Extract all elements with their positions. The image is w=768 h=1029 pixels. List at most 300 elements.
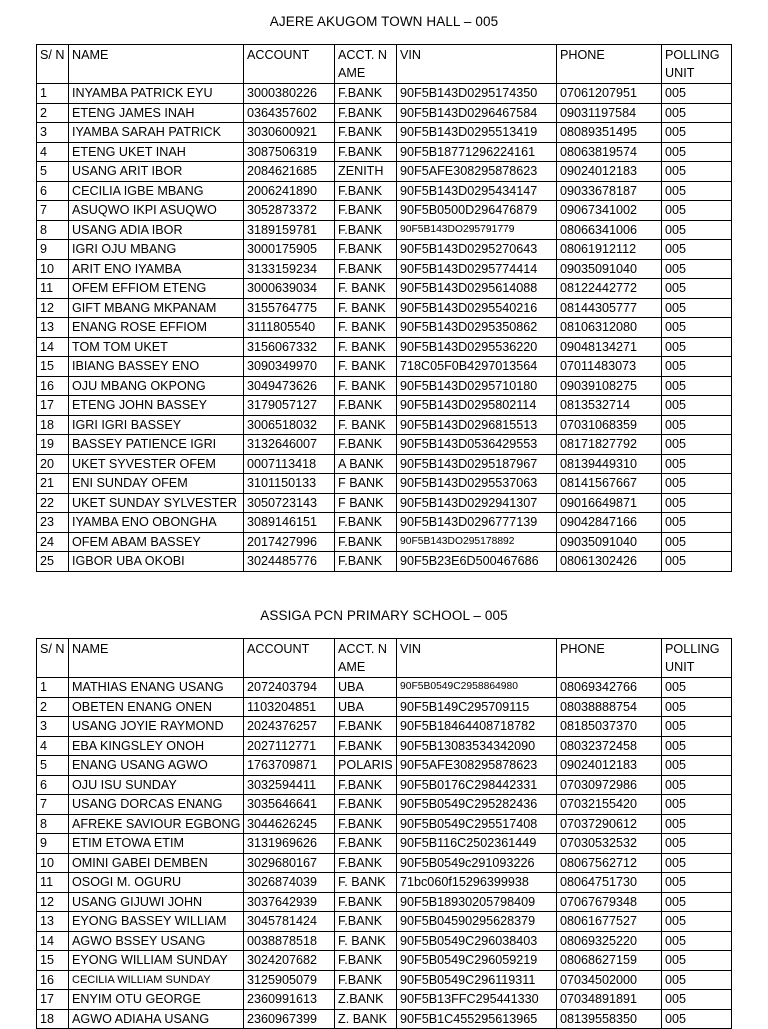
cell-phone: 08067562712 bbox=[557, 853, 662, 873]
cell-name: USANG JOYIE RAYMOND bbox=[69, 717, 244, 737]
cell-sn: 22 bbox=[37, 493, 69, 513]
header-acct-name: ACCT. NAME bbox=[335, 45, 397, 84]
table-row bbox=[37, 873, 732, 893]
cell-phone: 09048134271 bbox=[557, 337, 662, 357]
cell-vin: 90F5B143D0536429553 bbox=[397, 435, 557, 455]
cell-acct-name: F.BANK bbox=[335, 775, 397, 795]
cell-polling-unit: 005 bbox=[662, 970, 732, 990]
cell-sn: 17 bbox=[37, 396, 69, 416]
table-row bbox=[37, 162, 732, 182]
cell-polling-unit: 005 bbox=[662, 756, 732, 776]
cell-acct-name: A BANK bbox=[335, 454, 397, 474]
cell-account: 3111805540 bbox=[244, 318, 335, 338]
cell-sn: 24 bbox=[37, 532, 69, 552]
cell-acct-name: F. BANK bbox=[335, 357, 397, 377]
header-polling-unit: POLLING UNIT bbox=[662, 45, 732, 84]
cell-sn: 7 bbox=[37, 201, 69, 221]
cell-vin: 90F5B143D0295614088 bbox=[397, 279, 557, 299]
table-row bbox=[37, 892, 732, 912]
header-account: ACCOUNT bbox=[244, 639, 335, 678]
cell-acct-name: F BANK bbox=[335, 474, 397, 494]
cell-account: 2027112771 bbox=[244, 736, 335, 756]
table-row bbox=[37, 532, 732, 552]
cell-sn: 14 bbox=[37, 931, 69, 951]
cell-vin: 90F5B143D0295536220 bbox=[397, 337, 557, 357]
cell-acct-name: Z. BANK bbox=[335, 1009, 397, 1029]
cell-sn: 13 bbox=[37, 318, 69, 338]
cell-name: UKET SYVESTER OFEM bbox=[69, 454, 244, 474]
cell-account: 3030600921 bbox=[244, 123, 335, 143]
cell-sn: 1 bbox=[37, 678, 69, 698]
table-row bbox=[37, 1009, 732, 1029]
header-sn: S/ N bbox=[37, 639, 69, 678]
cell-vin: 90F5B18771296224161 bbox=[397, 142, 557, 162]
cell-vin: 90F5B0176C298442331 bbox=[397, 775, 557, 795]
cell-acct-name: F.BANK bbox=[335, 240, 397, 260]
cell-polling-unit: 005 bbox=[662, 259, 732, 279]
cell-name: GIFT MBANG MKPANAM bbox=[69, 298, 244, 318]
cell-phone: 07034891891 bbox=[557, 990, 662, 1010]
header-polling-unit: POLLING UNIT bbox=[662, 639, 732, 678]
cell-phone: 08069325220 bbox=[557, 931, 662, 951]
cell-polling-unit: 005 bbox=[662, 454, 732, 474]
cell-account: 3089146151 bbox=[244, 513, 335, 533]
cell-polling-unit: 005 bbox=[662, 142, 732, 162]
cell-polling-unit: 005 bbox=[662, 337, 732, 357]
cell-name: OFEM ABAM BASSEY bbox=[69, 532, 244, 552]
cell-account: 3052873372 bbox=[244, 201, 335, 221]
table-row bbox=[37, 853, 732, 873]
cell-phone: 08061912112 bbox=[557, 240, 662, 260]
cell-phone: 08171827792 bbox=[557, 435, 662, 455]
cell-name: IGBOR UBA OKOBI bbox=[69, 552, 244, 572]
cell-phone: 07031068359 bbox=[557, 415, 662, 435]
cell-polling-unit: 005 bbox=[662, 853, 732, 873]
cell-account: 3156067332 bbox=[244, 337, 335, 357]
cell-polling-unit: 005 bbox=[662, 795, 732, 815]
cell-name: IYAMBA SARAH PATRICK bbox=[69, 123, 244, 143]
cell-polling-unit: 005 bbox=[662, 717, 732, 737]
table-row bbox=[37, 201, 732, 221]
cell-account: 3131969626 bbox=[244, 834, 335, 854]
cell-name: CECILIA WILLIAM SUNDAY bbox=[69, 970, 244, 990]
table-row bbox=[37, 474, 732, 494]
cell-account: 3179057127 bbox=[244, 396, 335, 416]
cell-polling-unit: 005 bbox=[662, 678, 732, 698]
cell-name: EYONG BASSEY WILLIAM bbox=[69, 912, 244, 932]
cell-account: 3155764775 bbox=[244, 298, 335, 318]
table-row bbox=[37, 775, 732, 795]
cell-acct-name: F. BANK bbox=[335, 298, 397, 318]
cell-account: 3026874039 bbox=[244, 873, 335, 893]
cell-sn: 5 bbox=[37, 162, 69, 182]
cell-vin: 90F5B0549C295282436 bbox=[397, 795, 557, 815]
table-row bbox=[37, 717, 732, 737]
cell-account: 2006241890 bbox=[244, 181, 335, 201]
table-row bbox=[37, 970, 732, 990]
cell-acct-name: F.BANK bbox=[335, 142, 397, 162]
table-row bbox=[37, 552, 732, 572]
cell-account: 3133159234 bbox=[244, 259, 335, 279]
cell-name: TOM TOM UKET bbox=[69, 337, 244, 357]
table-row bbox=[37, 990, 732, 1010]
cell-vin: 90F5B0549C296059219 bbox=[397, 951, 557, 971]
cell-name: ENANG ROSE EFFIOM bbox=[69, 318, 244, 338]
cell-sn: 4 bbox=[37, 142, 69, 162]
cell-acct-name: F.BANK bbox=[335, 220, 397, 240]
cell-name: OJU ISU SUNDAY bbox=[69, 775, 244, 795]
cell-sn: 2 bbox=[37, 103, 69, 123]
cell-name: OJU MBANG OKPONG bbox=[69, 376, 244, 396]
cell-phone: 08089351495 bbox=[557, 123, 662, 143]
cell-name: ASUQWO IKPI ASUQWO bbox=[69, 201, 244, 221]
cell-vin: 90F5B0500D296476879 bbox=[397, 201, 557, 221]
table-row bbox=[37, 181, 732, 201]
cell-sn: 16 bbox=[37, 376, 69, 396]
cell-phone: 07030972986 bbox=[557, 775, 662, 795]
cell-phone: 08069342766 bbox=[557, 678, 662, 698]
table-row bbox=[37, 84, 732, 104]
cell-acct-name: F.BANK bbox=[335, 853, 397, 873]
section-title-town-hall: AJERE AKUGOM TOWN HALL – 005 bbox=[269, 14, 499, 29]
cell-sn: 20 bbox=[37, 454, 69, 474]
table-row bbox=[37, 337, 732, 357]
cell-phone: 07011483073 bbox=[557, 357, 662, 377]
cell-polling-unit: 005 bbox=[662, 493, 732, 513]
cell-name: ARIT ENO IYAMBA bbox=[69, 259, 244, 279]
cell-sn: 25 bbox=[37, 552, 69, 572]
cell-polling-unit: 005 bbox=[662, 240, 732, 260]
cell-vin: 718C05F0B4297013564 bbox=[397, 357, 557, 377]
cell-polling-unit: 005 bbox=[662, 951, 732, 971]
cell-sn: 14 bbox=[37, 337, 69, 357]
cell-vin: 90F5B143D0296777139 bbox=[397, 513, 557, 533]
cell-name: USANG GIJUWI JOHN bbox=[69, 892, 244, 912]
cell-vin: 90F5B1C455295613965 bbox=[397, 1009, 557, 1029]
table-row bbox=[37, 259, 732, 279]
cell-sn: 1 bbox=[37, 84, 69, 104]
cell-sn: 21 bbox=[37, 474, 69, 494]
header-name: NAME bbox=[69, 45, 244, 84]
cell-phone: 09067341002 bbox=[557, 201, 662, 221]
cell-vin: 90F5B143D0295774414 bbox=[397, 259, 557, 279]
cell-acct-name: UBA bbox=[335, 678, 397, 698]
cell-vin: 90F5B149C295709115 bbox=[397, 697, 557, 717]
cell-sn: 19 bbox=[37, 435, 69, 455]
cell-vin: 90F5B143D0292941307 bbox=[397, 493, 557, 513]
cell-vin: 90F5B143DO295791779 bbox=[397, 220, 557, 240]
cell-acct-name: UBA bbox=[335, 697, 397, 717]
cell-account: 0007113418 bbox=[244, 454, 335, 474]
table-row bbox=[37, 697, 732, 717]
header-phone: PHONE bbox=[557, 639, 662, 678]
table-header-row bbox=[37, 639, 732, 678]
cell-phone: 07061207951 bbox=[557, 84, 662, 104]
cell-polling-unit: 005 bbox=[662, 532, 732, 552]
cell-vin: 90F5AFE308295878623 bbox=[397, 756, 557, 776]
cell-name: UKET SUNDAY SYLVESTER bbox=[69, 493, 244, 513]
table-row bbox=[37, 931, 732, 951]
cell-vin: 90F5B04590295628379 bbox=[397, 912, 557, 932]
cell-name: ENI SUNDAY OFEM bbox=[69, 474, 244, 494]
cell-sn: 4 bbox=[37, 736, 69, 756]
cell-acct-name: F.BANK bbox=[335, 892, 397, 912]
cell-acct-name: F. BANK bbox=[335, 931, 397, 951]
cell-acct-name: F.BANK bbox=[335, 201, 397, 221]
cell-name: AGWO BSSEY USANG bbox=[69, 931, 244, 951]
cell-acct-name: POLARIS bbox=[335, 756, 397, 776]
cell-vin: 90F5B143D0295350862 bbox=[397, 318, 557, 338]
cell-vin: 90F5B18464408718782 bbox=[397, 717, 557, 737]
cell-acct-name: F.BANK bbox=[335, 912, 397, 932]
cell-phone: 07067679348 bbox=[557, 892, 662, 912]
table-row bbox=[37, 318, 732, 338]
cell-account: 3050723143 bbox=[244, 493, 335, 513]
cell-name: ENANG USANG AGWO bbox=[69, 756, 244, 776]
cell-acct-name: F.BANK bbox=[335, 84, 397, 104]
cell-name: ENYIM OTU GEORGE bbox=[69, 990, 244, 1010]
cell-name: EBA KINGSLEY ONOH bbox=[69, 736, 244, 756]
cell-polling-unit: 005 bbox=[662, 357, 732, 377]
cell-phone: 08106312080 bbox=[557, 318, 662, 338]
cell-vin: 71bc060f15296399938 bbox=[397, 873, 557, 893]
cell-vin: 90F5B143D0295187967 bbox=[397, 454, 557, 474]
cell-phone: 08066341006 bbox=[557, 220, 662, 240]
header-vin: VIN bbox=[397, 639, 557, 678]
cell-name: OMINI GABEI DEMBEN bbox=[69, 853, 244, 873]
table-row bbox=[37, 513, 732, 533]
cell-account: 0364357602 bbox=[244, 103, 335, 123]
cell-vin: 90F5B0549C296119311 bbox=[397, 970, 557, 990]
cell-account: 3037642939 bbox=[244, 892, 335, 912]
cell-name: AGWO ADIAHA USANG bbox=[69, 1009, 244, 1029]
cell-name: OSOGI M. OGURU bbox=[69, 873, 244, 893]
cell-name: USANG ARIT IBOR bbox=[69, 162, 244, 182]
cell-phone: 08061677527 bbox=[557, 912, 662, 932]
cell-sn: 10 bbox=[37, 853, 69, 873]
cell-account: 3045781424 bbox=[244, 912, 335, 932]
cell-phone: 09033678187 bbox=[557, 181, 662, 201]
cell-account: 2072403794 bbox=[244, 678, 335, 698]
cell-polling-unit: 005 bbox=[662, 298, 732, 318]
cell-acct-name: F. BANK bbox=[335, 318, 397, 338]
cell-account: 3000175905 bbox=[244, 240, 335, 260]
cell-account: 2024376257 bbox=[244, 717, 335, 737]
cell-sn: 12 bbox=[37, 892, 69, 912]
cell-account: 3044626245 bbox=[244, 814, 335, 834]
cell-acct-name: F.BANK bbox=[335, 970, 397, 990]
cell-vin: 90F5B143D0295434147 bbox=[397, 181, 557, 201]
voter-table-town-hall bbox=[36, 44, 732, 572]
table-row bbox=[37, 454, 732, 474]
cell-vin: 90F5B143D0295174350 bbox=[397, 84, 557, 104]
cell-phone: 08032372458 bbox=[557, 736, 662, 756]
cell-polling-unit: 005 bbox=[662, 513, 732, 533]
cell-acct-name: F.BANK bbox=[335, 259, 397, 279]
cell-name: OBETEN ENANG ONEN bbox=[69, 697, 244, 717]
cell-polling-unit: 005 bbox=[662, 103, 732, 123]
cell-polling-unit: 005 bbox=[662, 931, 732, 951]
header-name: NAME bbox=[69, 639, 244, 678]
cell-account: 3000639034 bbox=[244, 279, 335, 299]
cell-account: 3049473626 bbox=[244, 376, 335, 396]
header-account: ACCOUNT bbox=[244, 45, 335, 84]
table-row bbox=[37, 493, 732, 513]
cell-phone: 08063819574 bbox=[557, 142, 662, 162]
cell-account: 3006518032 bbox=[244, 415, 335, 435]
cell-acct-name: ZENITH bbox=[335, 162, 397, 182]
cell-acct-name: F.BANK bbox=[335, 834, 397, 854]
cell-polling-unit: 005 bbox=[662, 162, 732, 182]
cell-sn: 11 bbox=[37, 873, 69, 893]
section-title-primary-school: ASSIGA PCN PRIMARY SCHOOL – 005 bbox=[260, 608, 508, 623]
cell-account: 2360991613 bbox=[244, 990, 335, 1010]
cell-phone: 07034502000 bbox=[557, 970, 662, 990]
table-row bbox=[37, 220, 732, 240]
cell-name: ETENG JAMES INAH bbox=[69, 103, 244, 123]
cell-name: INYAMBA PATRICK EYU bbox=[69, 84, 244, 104]
cell-name: ETENG UKET INAH bbox=[69, 142, 244, 162]
cell-vin: 90F5B143D0295540216 bbox=[397, 298, 557, 318]
cell-vin: 90F5B116C2502361449 bbox=[397, 834, 557, 854]
cell-acct-name: F.BANK bbox=[335, 814, 397, 834]
cell-polling-unit: 005 bbox=[662, 201, 732, 221]
voter-table-primary-school bbox=[36, 638, 732, 1029]
cell-vin: 90F5B0549C295517408 bbox=[397, 814, 557, 834]
cell-vin: 90F5B143D0296815513 bbox=[397, 415, 557, 435]
cell-polling-unit: 005 bbox=[662, 775, 732, 795]
cell-vin: 90F5B13083534342090 bbox=[397, 736, 557, 756]
table-header-row bbox=[37, 45, 732, 84]
cell-sn: 6 bbox=[37, 775, 69, 795]
cell-polling-unit: 005 bbox=[662, 697, 732, 717]
table-row bbox=[37, 912, 732, 932]
table-row bbox=[37, 415, 732, 435]
cell-phone: 08185037370 bbox=[557, 717, 662, 737]
cell-vin: 90F5B143D0295802114 bbox=[397, 396, 557, 416]
cell-account: 1103204851 bbox=[244, 697, 335, 717]
cell-vin: 90F5B0549C296038403 bbox=[397, 931, 557, 951]
cell-acct-name: F.BANK bbox=[335, 396, 397, 416]
cell-account: 3024207682 bbox=[244, 951, 335, 971]
cell-sn: 18 bbox=[37, 1009, 69, 1029]
cell-name: ETIM ETOWA ETIM bbox=[69, 834, 244, 854]
cell-acct-name: F.BANK bbox=[335, 532, 397, 552]
cell-phone: 09016649871 bbox=[557, 493, 662, 513]
cell-account: 2084621685 bbox=[244, 162, 335, 182]
table-row bbox=[37, 298, 732, 318]
table-row bbox=[37, 357, 732, 377]
cell-phone: 08144305777 bbox=[557, 298, 662, 318]
cell-vin: 90F5B143DO295178892 bbox=[397, 532, 557, 552]
cell-polling-unit: 005 bbox=[662, 181, 732, 201]
cell-vin: 90F5B13FFC295441330 bbox=[397, 990, 557, 1010]
cell-sn: 9 bbox=[37, 240, 69, 260]
cell-account: 3125905079 bbox=[244, 970, 335, 990]
cell-vin: 90F5B143D0295513419 bbox=[397, 123, 557, 143]
cell-account: 0038878518 bbox=[244, 931, 335, 951]
cell-polling-unit: 005 bbox=[662, 123, 732, 143]
cell-name: IYAMBA ENO OBONGHA bbox=[69, 513, 244, 533]
cell-polling-unit: 005 bbox=[662, 396, 732, 416]
cell-sn: 3 bbox=[37, 123, 69, 143]
table-row bbox=[37, 396, 732, 416]
cell-account: 1763709871 bbox=[244, 756, 335, 776]
cell-phone: 09024012183 bbox=[557, 756, 662, 776]
cell-name: IBIANG BASSEY ENO bbox=[69, 357, 244, 377]
cell-phone: 09035091040 bbox=[557, 532, 662, 552]
cell-vin: 90F5B143D0296467584 bbox=[397, 103, 557, 123]
cell-phone: 08068627159 bbox=[557, 951, 662, 971]
cell-polling-unit: 005 bbox=[662, 912, 732, 932]
cell-sn: 13 bbox=[37, 912, 69, 932]
cell-account: 3189159781 bbox=[244, 220, 335, 240]
cell-sn: 10 bbox=[37, 259, 69, 279]
cell-acct-name: F.BANK bbox=[335, 123, 397, 143]
cell-phone: 09039108275 bbox=[557, 376, 662, 396]
cell-acct-name: F BANK bbox=[335, 493, 397, 513]
cell-polling-unit: 005 bbox=[662, 474, 732, 494]
cell-account: 3101150133 bbox=[244, 474, 335, 494]
cell-sn: 11 bbox=[37, 279, 69, 299]
cell-sn: 17 bbox=[37, 990, 69, 1010]
cell-phone: 0813532714 bbox=[557, 396, 662, 416]
cell-vin: 90F5B143D0295710180 bbox=[397, 376, 557, 396]
cell-acct-name: F.BANK bbox=[335, 951, 397, 971]
cell-name: IGRI IGRI BASSEY bbox=[69, 415, 244, 435]
cell-phone: 08139558350 bbox=[557, 1009, 662, 1029]
cell-acct-name: F. BANK bbox=[335, 873, 397, 893]
cell-account: 2017427996 bbox=[244, 532, 335, 552]
cell-phone: 08064751730 bbox=[557, 873, 662, 893]
cell-acct-name: F.BANK bbox=[335, 552, 397, 572]
cell-acct-name: F.BANK bbox=[335, 103, 397, 123]
header-phone: PHONE bbox=[557, 45, 662, 84]
cell-name: CECILIA IGBE MBANG bbox=[69, 181, 244, 201]
cell-phone: 08122442772 bbox=[557, 279, 662, 299]
cell-name: AFREKE SAVIOUR EGBONG bbox=[69, 814, 244, 834]
cell-acct-name: F. BANK bbox=[335, 279, 397, 299]
cell-name: ETENG JOHN BASSEY bbox=[69, 396, 244, 416]
table-row bbox=[37, 678, 732, 698]
cell-sn: 15 bbox=[37, 357, 69, 377]
cell-phone: 09024012183 bbox=[557, 162, 662, 182]
cell-account: 2360967399 bbox=[244, 1009, 335, 1029]
table-row bbox=[37, 814, 732, 834]
cell-sn: 9 bbox=[37, 834, 69, 854]
cell-acct-name: F. BANK bbox=[335, 376, 397, 396]
header-acct-name: ACCT. NAME bbox=[335, 639, 397, 678]
cell-polling-unit: 005 bbox=[662, 84, 732, 104]
cell-account: 3000380226 bbox=[244, 84, 335, 104]
table-row bbox=[37, 240, 732, 260]
cell-acct-name: Z.BANK bbox=[335, 990, 397, 1010]
table-row bbox=[37, 376, 732, 396]
cell-phone: 08061302426 bbox=[557, 552, 662, 572]
table-row bbox=[37, 123, 732, 143]
table-row bbox=[37, 103, 732, 123]
cell-name: OFEM EFFIOM ETENG bbox=[69, 279, 244, 299]
cell-name: USANG DORCAS ENANG bbox=[69, 795, 244, 815]
cell-sn: 15 bbox=[37, 951, 69, 971]
cell-sn: 18 bbox=[37, 415, 69, 435]
cell-phone: 08139449310 bbox=[557, 454, 662, 474]
cell-name: USANG ADIA IBOR bbox=[69, 220, 244, 240]
cell-phone: 09031197584 bbox=[557, 103, 662, 123]
cell-phone: 08038888754 bbox=[557, 697, 662, 717]
table-row bbox=[37, 279, 732, 299]
cell-sn: 8 bbox=[37, 220, 69, 240]
